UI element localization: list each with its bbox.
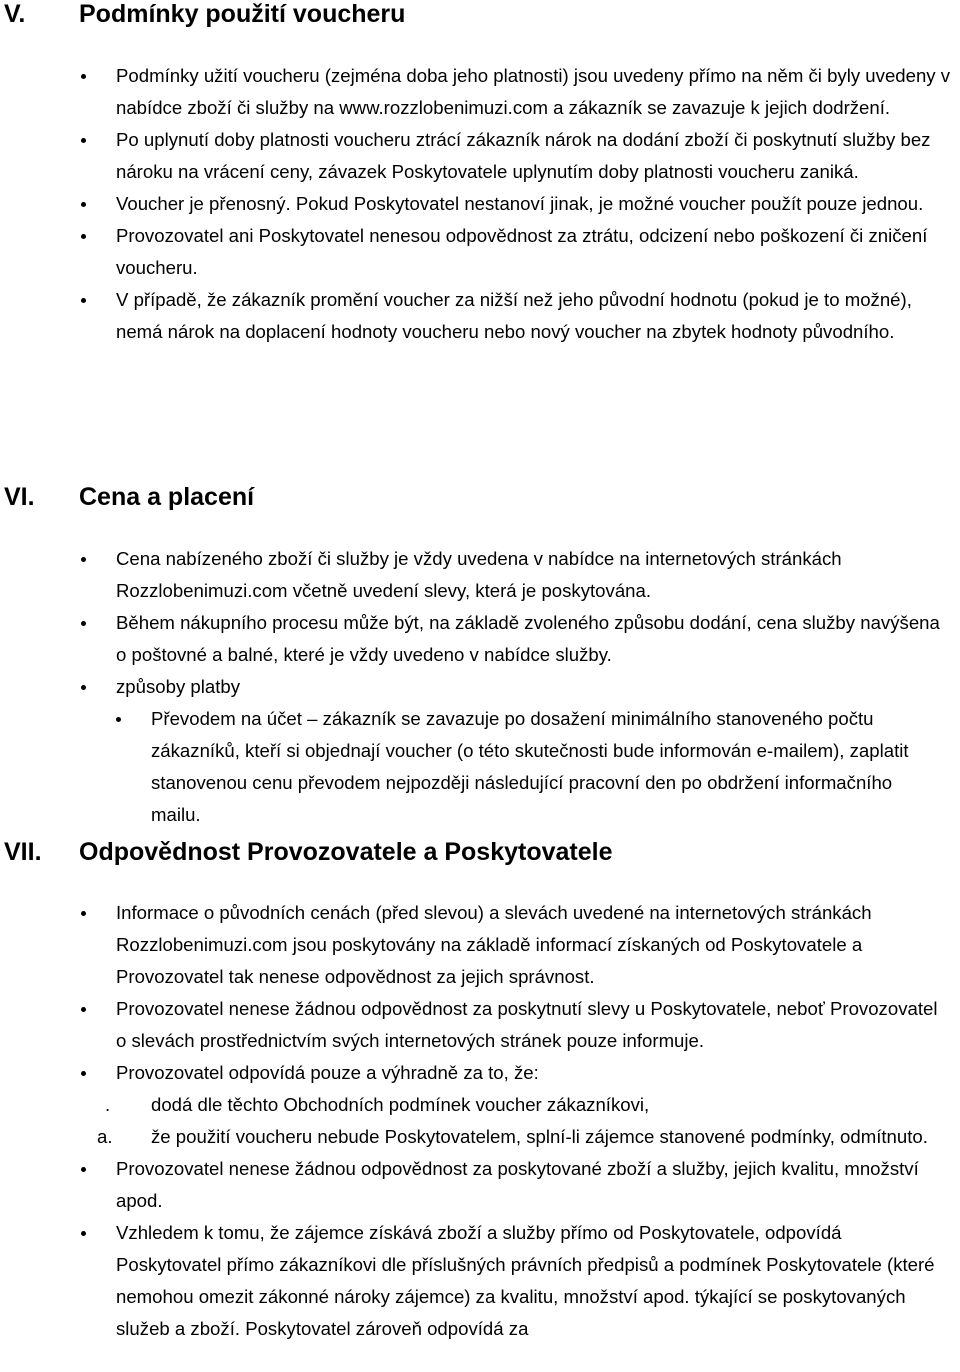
list-item xyxy=(0,60,960,124)
list-item-text: Po uplynutí doby platnosti voucheru ztrácí zákazník nárok na dodání zboží či poskytnutí služby bez nároku na vrácení ceny, závazek Poskytovatele uplynutím doby platnosti voucheru zaniká. xyxy=(116,129,931,182)
bullet-icon xyxy=(81,1231,86,1236)
section-number: VII. xyxy=(4,838,42,866)
list-item-text: Voucher je přenosný. Pokud Poskytovatel nestanoví jinak, je možné voucher použít pouze jednou. xyxy=(116,193,924,214)
bullet-icon xyxy=(81,202,86,207)
bullet-icon xyxy=(81,1007,86,1012)
list-item-text: Provozovatel nenese žádnou odpovědnost za poskytnutí slevy u Poskytovatele, neboť Provozovatel o slevách prostřednictvím svých internetových stránek pouze informuje. xyxy=(116,998,938,1051)
list-marker: . xyxy=(105,1094,111,1115)
list-item xyxy=(0,188,960,220)
bullet-icon xyxy=(81,234,86,239)
list-marker: a. xyxy=(97,1126,113,1147)
list-item-text: Provozovatel nenese žádnou odpovědnost za poskytované zboží a služby, jejich kvalitu, množství apod. xyxy=(116,1158,919,1211)
bullet-icon xyxy=(81,298,86,303)
list-item xyxy=(0,284,960,348)
list-item-text: V případě, že zákazník promění voucher za nižší než jeho původní hodnotu (pokud je to možné), nemá nárok na doplacení hodnoty voucheru nebo nový voucher na zbytek hodnoty původního. xyxy=(116,289,912,342)
section-vii-list xyxy=(0,897,960,1345)
bullet-icon xyxy=(81,685,86,690)
list-item xyxy=(0,897,960,993)
list-item xyxy=(0,124,960,188)
list-item-text: Během nákupního procesu může být, na základě zvoleného způsobu dodání, cena služby navýšena o poštovné a balné, které je vždy uvedeno v nabídce služby. xyxy=(116,612,940,665)
section-number: V. xyxy=(4,0,26,28)
list-item xyxy=(0,671,960,703)
list-item xyxy=(0,993,960,1057)
bullet-icon xyxy=(116,717,121,722)
list-item-text: Vzhledem k tomu, že zájemce získává zboží a služby přímo od Poskytovatele, odpovídá Poskytovatel přímo zákazníkovi dle příslušných právních předpisů a podmínek Poskytovatele (které nemohou omezit zákonné nároky zájemce) za kvalitu, množství apod. týkající se poskytovaných služeb a zboží. Poskytovatel zároveň odpovídá za xyxy=(116,1222,935,1339)
bullet-icon xyxy=(81,1167,86,1172)
list-item-text: Informace o původních cenách (před slevou) a slevách uvedené na internetových stránkách Rozzlobenimuzi.com jsou poskytovány na základě informací získaných od Poskytovatele a Provozovatel tak nenese odpovědnost za jejich správnost. xyxy=(116,902,872,987)
bullet-icon xyxy=(81,911,86,916)
list-item xyxy=(0,1217,960,1345)
list-item-text: Cena nabízeného zboží či služby je vždy uvedena v nabídce na internetových stránkách Rozzlobenimuzi.com včetně uvedení slevy, která je poskytována. xyxy=(116,548,842,601)
list-item-text: že použití voucheru nebude Poskytovatelem, splní-li zájemce stanovené podmínky, odmítnuto. xyxy=(151,1126,928,1147)
section-number: VI. xyxy=(4,483,35,511)
list-item xyxy=(0,220,960,284)
section-title: Odpovědnost Provozovatele a Poskytovatele xyxy=(79,838,613,866)
ordered-list-item xyxy=(0,1121,960,1153)
section-title: Cena a placení xyxy=(79,483,255,511)
list-item xyxy=(0,1153,960,1217)
sub-list-item xyxy=(0,703,960,831)
list-item xyxy=(0,1057,960,1089)
list-item-text: způsoby platby xyxy=(116,676,241,697)
bullet-icon xyxy=(81,74,86,79)
section-vi-list xyxy=(0,543,960,831)
list-item-text: Provozovatel odpovídá pouze a výhradně za to, že: xyxy=(116,1062,539,1083)
bullet-icon xyxy=(81,557,86,562)
ordered-list-item xyxy=(0,1089,960,1121)
list-item-text: Podmínky užití voucheru (zejména doba jeho platnosti) jsou uvedeny přímo na něm či byly uvedeny v nabídce zboží či služby na www.rozzlobenimuzi.com a zákazník se zavazuje k jejich dodržení. xyxy=(116,65,951,118)
list-item xyxy=(0,607,960,671)
list-item xyxy=(0,543,960,607)
section-v-list xyxy=(0,60,960,348)
list-item-text: dodá dle těchto Obchodních podmínek voucher zákazníkovi, xyxy=(151,1094,650,1115)
list-item-text: Převodem na účet – zákazník se zavazuje po dosažení minimálního stanoveného počtu zákazníků, kteří si objednají voucher (o této skutečnosti bude informován e-mailem), zaplatit stanovenou cenu převodem nejpozději následující pracovní den po obdržení informačního mailu. xyxy=(151,708,909,825)
section-title: Podmínky použití voucheru xyxy=(79,0,406,28)
bullet-icon xyxy=(81,138,86,143)
bullet-icon xyxy=(81,621,86,626)
list-item-text: Provozovatel ani Poskytovatel nenesou odpovědnost za ztrátu, odcizení nebo poškození či zničení voucheru. xyxy=(116,225,928,278)
bullet-icon xyxy=(81,1071,86,1076)
